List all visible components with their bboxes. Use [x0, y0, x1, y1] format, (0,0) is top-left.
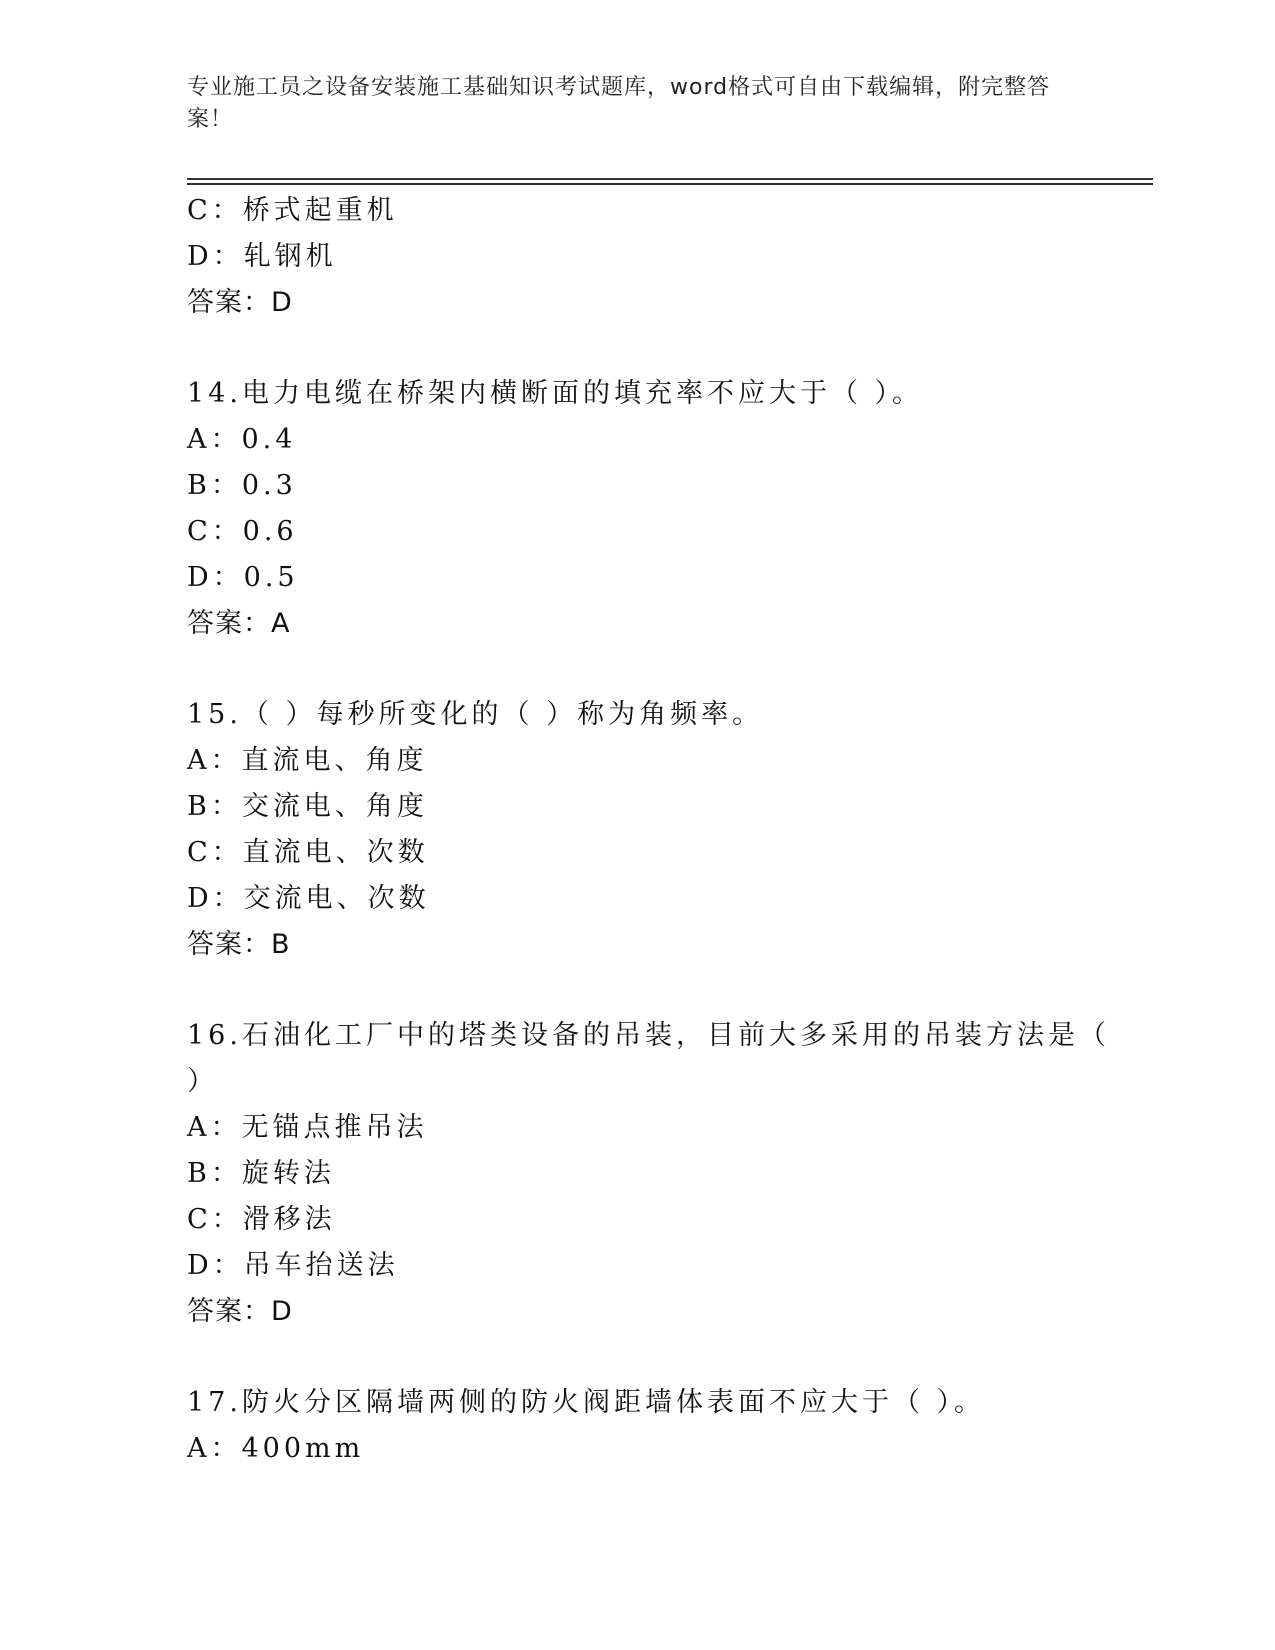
spacer	[187, 968, 1087, 1013]
option-b: B：旋转法	[187, 1158, 335, 1189]
option-a: A：0.4	[187, 424, 297, 455]
spacer	[187, 1335, 1087, 1380]
question-16	[187, 1013, 1110, 1335]
question-15	[187, 692, 1087, 968]
option-b: B：交流电、角度	[187, 791, 428, 822]
option-d: D：吊车抬送法	[187, 1250, 399, 1281]
question-14	[187, 371, 1087, 647]
spacer	[187, 326, 1087, 371]
question-17	[187, 1380, 1087, 1472]
document-content	[187, 188, 1110, 1472]
option-d: D：交流电、次数	[187, 883, 430, 914]
option-c: C：0.6	[187, 516, 298, 547]
option-c: C：滑移法	[187, 1204, 336, 1235]
document-header: 专业施工员之设备安装施工基础知识考试题库，word格式可自由下载编辑，附完整答案！	[187, 75, 1051, 132]
option-a: A：400mm	[187, 1433, 365, 1464]
spacer	[187, 647, 1087, 692]
question-stem: 14.电力电缆在桥架内横断面的填充率不应大于（ ）。	[187, 378, 924, 409]
option-a: A：无锚点推吊法	[187, 1112, 428, 1143]
question-stem-continued: ）	[187, 1066, 218, 1097]
question-stem: 17.防火分区隔墙两侧的防火阀距墙体表面不应大于（ ）。	[187, 1387, 986, 1418]
question-13-continuation	[187, 188, 1087, 326]
header-rule-top	[187, 178, 1153, 180]
answer-line: 答案：B	[187, 929, 291, 960]
answer-line: 答案：A	[187, 608, 291, 639]
question-stem: 16.石油化工厂中的塔类设备的吊装，目前大多采用的吊装方法是（	[187, 1020, 1110, 1051]
option-c: C：桥式起重机	[187, 195, 398, 226]
option-d: D：轧钢机	[187, 241, 337, 272]
header-rule-bottom	[187, 183, 1153, 185]
option-c: C：直流电、次数	[187, 837, 429, 868]
answer-line: 答案：D	[187, 287, 293, 318]
option-b: B：0.3	[187, 470, 297, 501]
answer-line: 答案：D	[187, 1296, 293, 1327]
question-stem: 15.（ ）每秒所变化的（ ）称为角频率。	[187, 699, 764, 730]
option-a: A：直流电、角度	[187, 745, 428, 776]
option-d: D：0.5	[187, 562, 299, 593]
